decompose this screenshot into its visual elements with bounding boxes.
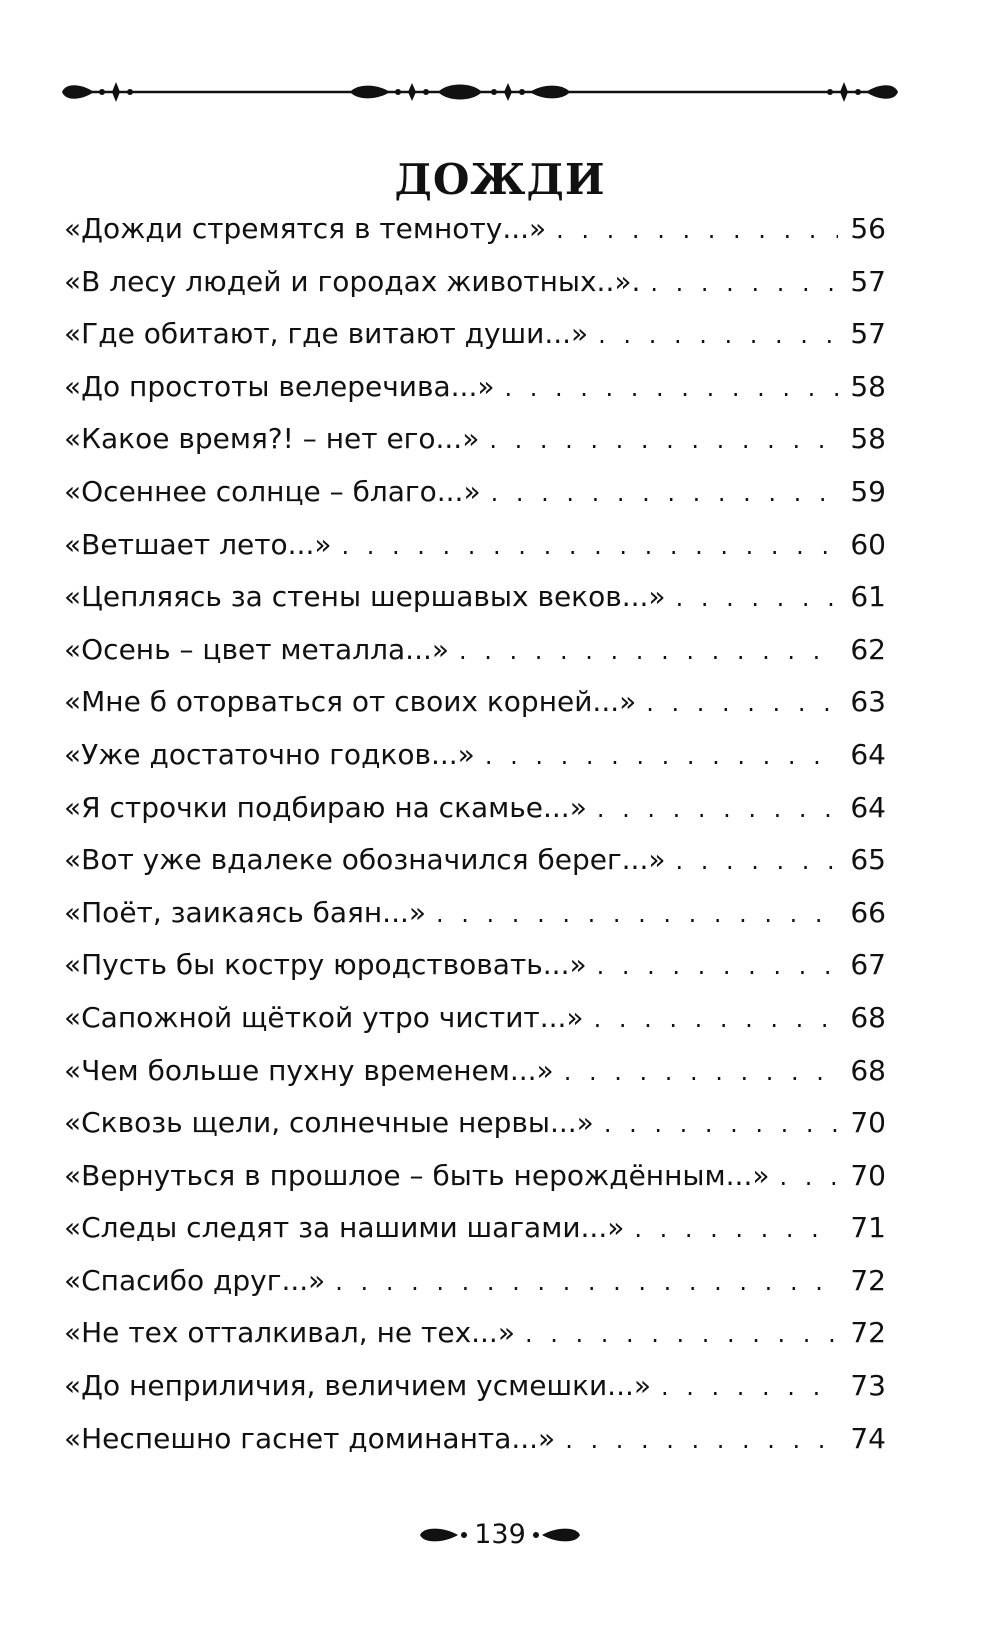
top-ornament-divider — [60, 72, 900, 112]
toc-entry — [64, 1360, 886, 1413]
dot-leader — [335, 1256, 838, 1309]
toc-entry — [64, 782, 886, 835]
dot-leader — [505, 362, 839, 415]
toc-entry-page: 70 — [850, 1158, 886, 1192]
toc-entry-title: «Поёт, заикаясь баян...» — [64, 895, 427, 929]
right-footer-ornament — [532, 1523, 582, 1547]
toc-entry-page: 61 — [850, 580, 886, 614]
toc-entry-title: «Я строчки подбираю на скамье...» — [64, 790, 587, 824]
toc-entry — [64, 887, 886, 940]
toc-entry-title: «Цепляясь за стены шершавых веков...» — [64, 580, 666, 614]
toc-entry — [64, 1097, 886, 1150]
toc-entry-page: 71 — [850, 1211, 886, 1245]
dot-leader — [342, 520, 839, 573]
dot-leader — [598, 309, 838, 362]
dot-leader — [661, 1361, 838, 1414]
toc-entry-page: 68 — [850, 1000, 886, 1034]
dot-leader — [604, 1098, 838, 1151]
toc-entry — [64, 1255, 886, 1308]
toc-entry-page: 68 — [850, 1053, 886, 1087]
toc-entry-page: 64 — [850, 737, 886, 771]
left-footer-ornament — [418, 1523, 468, 1547]
toc-entry-page: 63 — [850, 685, 886, 719]
toc-entry — [64, 1413, 886, 1466]
toc-entry-page: 72 — [850, 1316, 886, 1350]
toc-entry-title: «Спасибо друг...» — [64, 1263, 326, 1297]
toc-entry-title: «Следы следят за нашими шагами...» — [64, 1211, 625, 1245]
toc-entry — [64, 1307, 886, 1360]
toc-entry-title: «Сквозь щели, солнечные нервы...» — [64, 1106, 594, 1140]
toc-entry-page: 57 — [850, 317, 886, 351]
dot-leader — [459, 625, 838, 678]
toc-entry — [64, 519, 886, 572]
toc-entry-page: 65 — [850, 843, 886, 877]
toc-entry — [64, 624, 886, 677]
toc-entry-title: «В лесу людей и городах животных..». — [64, 264, 641, 298]
toc-entry — [64, 1202, 886, 1255]
toc-entry-page: 62 — [850, 632, 886, 666]
toc-entry — [64, 834, 886, 887]
toc-entry-title: «До неприличия, величием усмешки...» — [64, 1369, 652, 1403]
toc-entry-title: «Дожди стремятся в темноту...» — [64, 212, 547, 245]
toc-entry-title: «Вот уже вдалеке обозначился берег...» — [64, 843, 666, 877]
toc-entry — [64, 466, 886, 519]
dot-leader — [485, 730, 838, 783]
toc-entry — [64, 413, 886, 466]
toc-entry-title: «Неспешно гаснет доминанта...» — [64, 1421, 556, 1455]
section-title: ДОЖДИ — [394, 155, 606, 204]
dot-leader — [491, 467, 838, 520]
toc-entry-page: 73 — [850, 1369, 886, 1403]
dot-leader — [556, 204, 838, 257]
dot-leader — [597, 940, 838, 993]
dot-leader — [779, 1151, 838, 1204]
toc-entry — [64, 308, 886, 361]
dot-leader — [676, 572, 838, 625]
page-number: 139 — [474, 1519, 526, 1550]
dot-leader — [594, 993, 838, 1046]
toc-entry-page: 66 — [850, 895, 886, 929]
toc-entry-page: 72 — [850, 1263, 886, 1297]
toc-entry-title: «Вернуться в прошлое – быть нерождённым...» — [64, 1158, 770, 1192]
dot-leader — [650, 257, 838, 310]
toc-entry-page: 57 — [850, 264, 886, 298]
toc-entry-title: «Ветшает лето...» — [64, 527, 332, 561]
dot-leader — [565, 1414, 838, 1467]
toc-entry-title: «Какое время?! – нет его...» — [64, 422, 480, 456]
table-of-contents — [64, 203, 886, 1465]
toc-entry-page: 70 — [850, 1106, 886, 1140]
toc-entry-title: «Уже достаточно годков...» — [64, 737, 475, 771]
toc-entry-title: «Осеннее солнце – благо...» — [64, 474, 481, 508]
toc-entry-title: «Где обитают, где витают души...» — [64, 317, 589, 351]
toc-entry-title: «Пусть бы костру юродствовать...» — [64, 948, 587, 982]
toc-entry-page: 58 — [850, 369, 886, 403]
dot-leader — [675, 835, 838, 888]
dot-leader — [489, 414, 838, 467]
dot-leader — [597, 783, 838, 836]
toc-entry-page: 74 — [850, 1421, 886, 1455]
toc-entry — [64, 361, 886, 414]
toc-entry-page: 58 — [850, 422, 886, 456]
dot-leader — [564, 1046, 838, 1099]
toc-entry — [64, 939, 886, 992]
toc-entry-title: «Мне б оторваться от своих корней...» — [64, 685, 637, 719]
toc-entry — [64, 256, 886, 309]
toc-entry — [64, 203, 886, 256]
toc-entry-page: 56 — [850, 212, 886, 245]
toc-entry-page: 67 — [850, 948, 886, 982]
toc-entry-page: 64 — [850, 790, 886, 824]
toc-entry-title: «Чем больше пухну временем...» — [64, 1053, 554, 1087]
toc-entry — [64, 992, 886, 1045]
dot-leader — [646, 677, 838, 730]
dot-leader — [525, 1308, 838, 1361]
page-footer — [0, 1515, 1000, 1555]
toc-entry — [64, 729, 886, 782]
toc-entry-page: 59 — [850, 474, 886, 508]
toc-entry — [64, 571, 886, 624]
toc-entry — [64, 676, 886, 729]
toc-entry — [64, 1045, 886, 1098]
dot-leader — [436, 888, 838, 941]
toc-entry-title: «До простоты велеречива...» — [64, 369, 495, 403]
toc-entry — [64, 1150, 886, 1203]
toc-entry-title: «Осень – цвет металла...» — [64, 632, 449, 666]
toc-entry-title: «Не тех отталкивал, не тех...» — [64, 1316, 515, 1350]
dot-leader — [634, 1203, 838, 1256]
toc-entry-page: 60 — [850, 527, 886, 561]
toc-entry-title: «Сапожной щёткой утро чистит...» — [64, 1000, 584, 1034]
